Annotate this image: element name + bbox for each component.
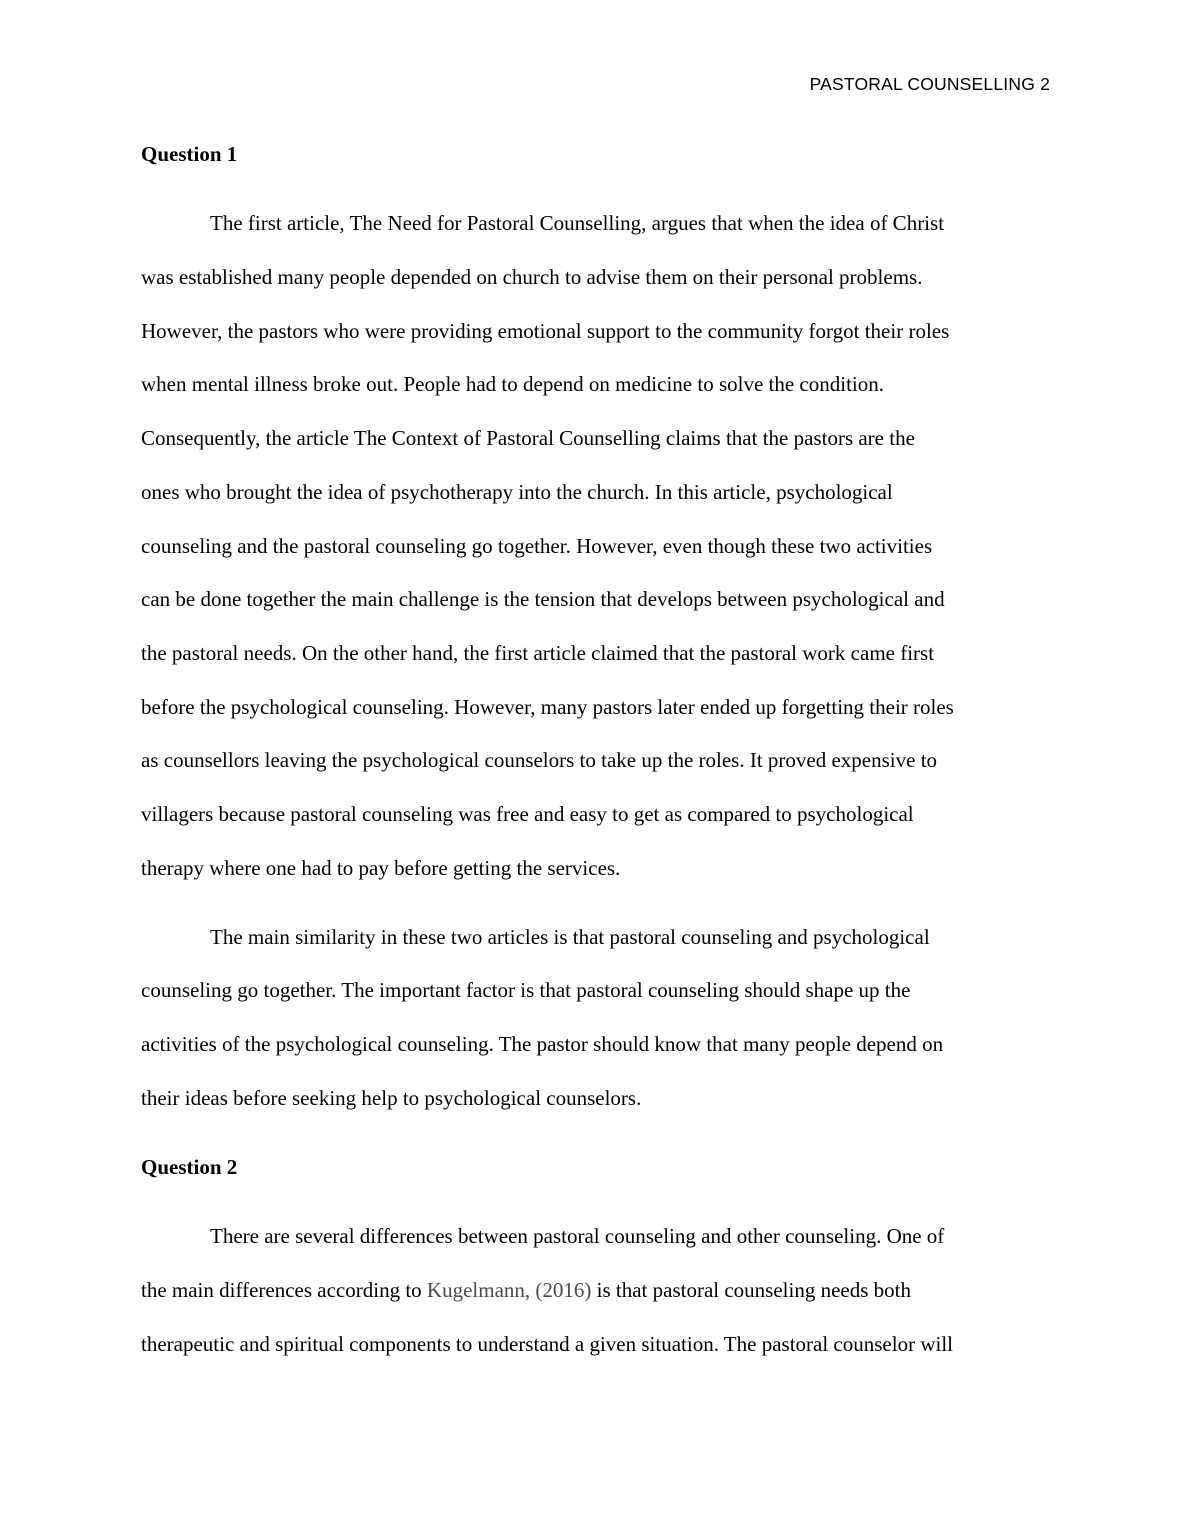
paragraph-line: Consequently, the article The Context of Pastoral Counselling claims that the pastors are the bbox=[141, 426, 915, 450]
running-head: PASTORAL COUNSELLING 2 bbox=[809, 74, 1050, 94]
question-1-heading: Question 1 bbox=[141, 142, 238, 166]
paragraph-line: The main similarity in these two articles is that pastoral counseling and psychological bbox=[210, 925, 930, 949]
paragraph-line: therapy where one had to pay before getting the services. bbox=[141, 856, 621, 880]
citation-link[interactable]: Kugelmann, (2016) bbox=[426, 1278, 592, 1302]
paragraph-line: ones who brought the idea of psychotherapy into the church. In this article, psychological bbox=[141, 480, 893, 504]
paragraph-line: counseling go together. The important factor is that pastoral counseling should shape up the bbox=[141, 978, 911, 1002]
question-2-heading: Question 2 bbox=[141, 1155, 238, 1179]
paragraph-text: is that pastoral counseling needs both bbox=[591, 1278, 911, 1302]
paragraph-line: their ideas before seeking help to psychological counselors. bbox=[141, 1086, 642, 1110]
paragraph-line: was established many people depended on church to advise them on their personal problems. bbox=[141, 265, 923, 289]
paragraph-line bbox=[141, 1277, 911, 1303]
paragraph-line: before the psychological counseling. However, many pastors later ended up forgetting their roles bbox=[141, 695, 954, 719]
paragraph-line: There are several differences between pastoral counseling and other counseling. One of bbox=[210, 1224, 945, 1248]
paragraph-line: as counsellors leaving the psychological counselors to take up the roles. It proved expensive to bbox=[141, 748, 938, 772]
paragraph-line: activities of the psychological counseling. The pastor should know that many people depend on bbox=[141, 1032, 944, 1056]
paragraph-line: therapeutic and spiritual components to understand a given situation. The pastoral counselor will bbox=[141, 1332, 953, 1356]
paragraph-line: when mental illness broke out. People had to depend on medicine to solve the condition. bbox=[141, 372, 885, 396]
paragraph-line: The first article, The Need for Pastoral Counselling, argues that when the idea of Christ bbox=[210, 211, 945, 235]
paragraph-line: can be done together the main challenge is the tension that develops between psychological and bbox=[141, 587, 945, 611]
paragraph-text: the main differences according to bbox=[141, 1278, 427, 1302]
paragraph-line: counseling and the pastoral counseling go together. However, even though these two activities bbox=[141, 534, 933, 558]
paragraph-line: However, the pastors who were providing emotional support to the community forgot their roles bbox=[141, 319, 950, 343]
paragraph-line: the pastoral needs. On the other hand, the first article claimed that the pastoral work came first bbox=[141, 641, 935, 665]
paragraph-line: villagers because pastoral counseling was free and easy to get as compared to psychological bbox=[141, 802, 914, 826]
